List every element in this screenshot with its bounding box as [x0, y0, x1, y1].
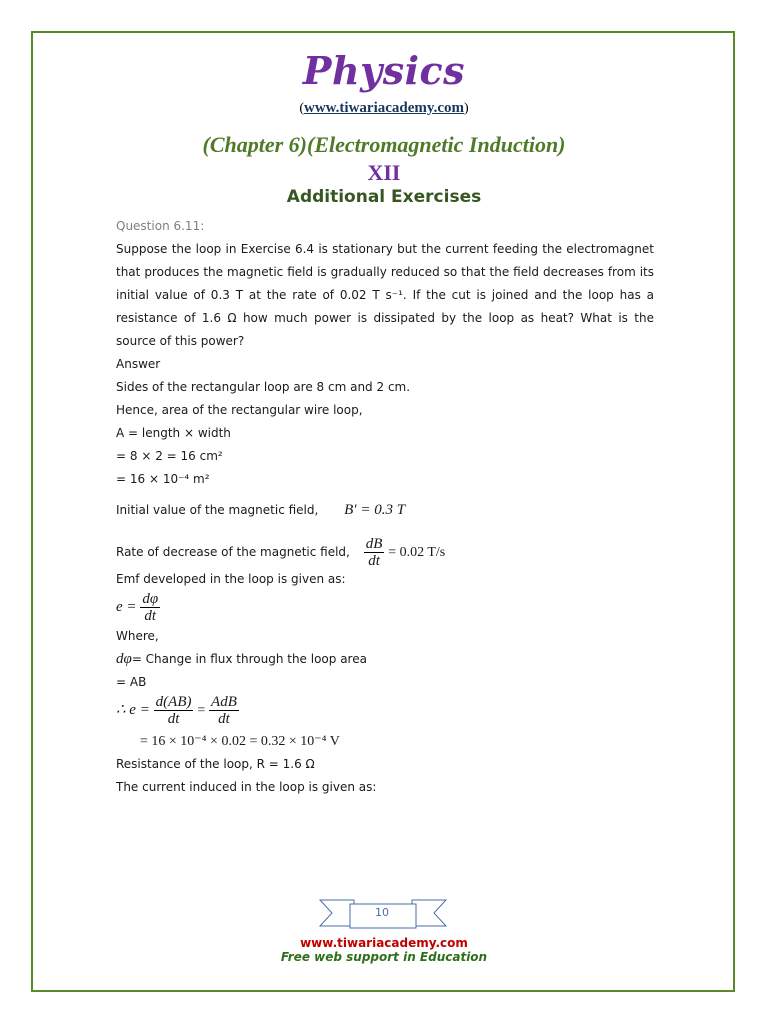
question-text: Suppose the loop in Exercise 6.4 is stationary but the current feeding the electromagnet that produces the magnetic field is gradually reduced so that the field decreases from its initial value of 0.3 T at the rate of 0.02 T s⁻¹. If the cut is joined and the loop has a resistance of 1.6 Ω how much power is dissipated by the loop as heat? What is the source of this power? — [116, 242, 654, 348]
site-link[interactable]: www.tiwariacademy.com — [304, 100, 464, 116]
answer-area-calc: = 8 × 2 = 16 cm² — [116, 449, 223, 463]
frac-adb: $\frac{\text{AdB}}{dt}$ — [211, 694, 237, 727]
footer-tagline: Free web support in Education — [280, 950, 488, 964]
answer-heading: Answer — [116, 357, 161, 371]
page-title: Physics — [302, 48, 466, 93]
answer-sides: Sides of the rectangular loop are 8 cm and 2 cm. — [116, 380, 411, 394]
initial-field-row — [116, 499, 654, 522]
rate-fraction: $\frac{dB}{dt}$ — [365, 536, 383, 569]
initial-field-value: B′ = 0.3 T — [344, 502, 406, 518]
emf-equation: e = $\frac{d\varphi}{dt}$ — [116, 591, 159, 624]
grade-label: XII — [367, 160, 401, 185]
where-label: Where, — [116, 629, 159, 643]
page-number: 10 — [375, 906, 389, 919]
emf-intro: Emf developed in the loop is given as: — [116, 572, 346, 586]
section-title: Additional Exercises — [286, 187, 482, 207]
resistance-line: Resistance of the loop, R = 1.6 Ω — [116, 757, 315, 771]
frac-dab: $\frac{d(AB)}{dt}$ — [155, 694, 192, 727]
answer-area-intro: Hence, area of the rectangular wire loop, — [116, 403, 363, 417]
footer-url[interactable]: www.tiwariacademy.com — [300, 936, 468, 950]
rate-label: Rate of decrease of the magnetic field, — [116, 545, 350, 559]
rate-value: = 0.02 T/s — [388, 545, 446, 560]
current-intro: The current induced in the loop is given as: — [116, 780, 377, 794]
answer-area-formula: A = length × width — [116, 426, 231, 440]
eq-ab: = AB — [116, 675, 147, 689]
dphi-row: dφ= Change in flux through the loop area — [116, 651, 367, 667]
question-label: Question 6.11: — [116, 219, 205, 233]
therefore-equation: ∴ e = $\frac{d(AB)}{dt}$ = $\frac{\text{AdB}}{dt}$ — [116, 694, 237, 727]
chapter-title: (Chapter 6)(Electromagnetic Induction) — [202, 132, 566, 157]
initial-field-label: Initial value of the magnetic field, — [116, 503, 319, 517]
emf-value: = 16 × 10⁻⁴ × 0.02 = 0.32 × 10⁻⁴ V — [140, 734, 340, 749]
rate-row — [116, 536, 654, 568]
content-body — [116, 215, 654, 799]
site-line: (www.tiwariacademy.com) — [299, 100, 469, 116]
answer-area-si: = 16 × 10⁻⁴ m² — [116, 472, 210, 486]
emf-fraction: $\frac{d\varphi}{dt}$ — [142, 591, 159, 624]
